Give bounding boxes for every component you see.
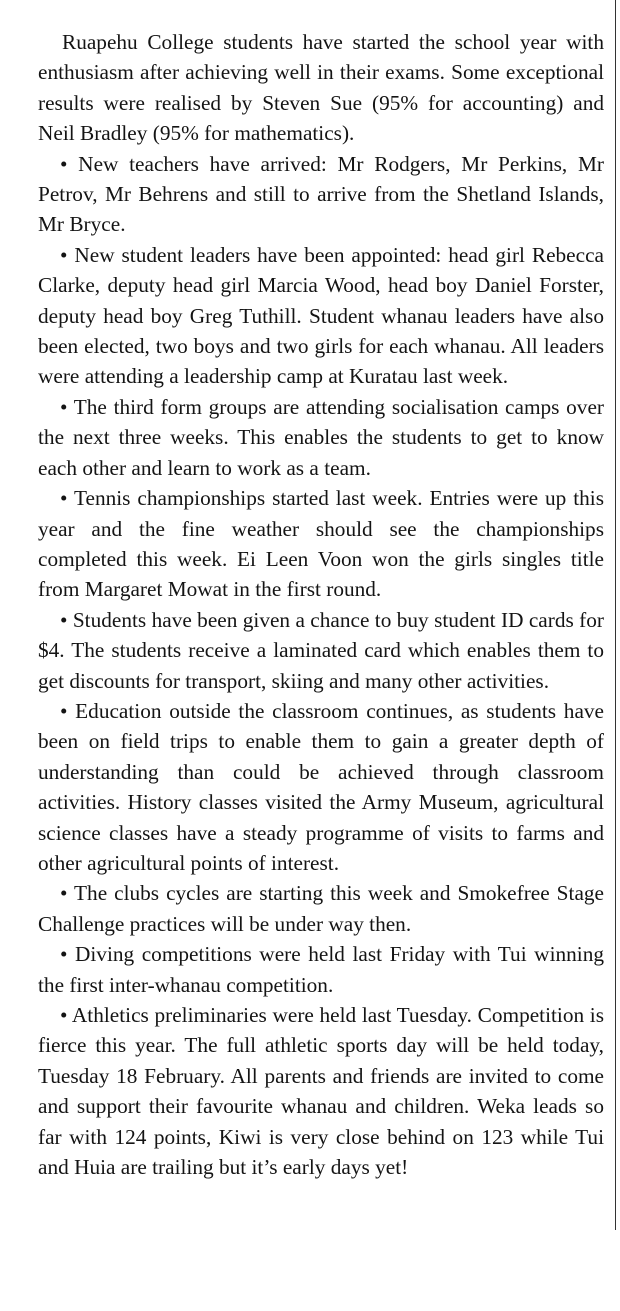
paragraph-student-id: • Students have been given a chance to buy student ID cards for $4. The students receive a laminated card which enables them to get discounts for transport, skiing and many other activities. bbox=[38, 607, 604, 693]
paragraph-clubs: • The clubs cycles are starting this week and Smokefree Stage Challenge practices will be under way then. bbox=[38, 881, 604, 936]
news-article bbox=[38, 27, 604, 1182]
column-rule bbox=[615, 0, 616, 1230]
paragraph-tennis: • Tennis championships started last week. Entries were up this year and the fine weather should see the championships completed this week. Ei Leen Voon won the girls singles title from Margaret Mowat in the first round. bbox=[38, 486, 604, 602]
paragraph-eotc: • Education outside the classroom continues, as students have been on field trips to enable them to gain a greater depth of understanding than could be achieved through classroom activities. History classes visited the Army Museum, agricultural science classes have a steady programme of visits to farms and other agricultural points of interest. bbox=[38, 698, 604, 875]
paragraph-intro: Ruapehu College students have started the school year with enthusiasm after achieving well in their exams. Some exceptional results were realised by Steven Sue (95% for accounting) and Neil Bradley (95% for mathematics). bbox=[38, 30, 604, 146]
paragraph-athletics: • Athletics preliminaries were held last Tuesday. Competition is fierce this year. The full athletic sports day will be held today, Tuesday 18 February. All parents and friends are invited to come and support their favourite whanau and children. Weka leads so far with 124 points, Kiwi is very close behind on 123 while Tui and Huia are trailing but it’s early days yet! bbox=[38, 1003, 604, 1180]
paragraph-student-leaders: • New student leaders have been appointed: head girl Rebecca Clarke, deputy head girl Marcia Wood, head boy Daniel Forster, deputy head boy Greg Tuthill. Student whanau leaders have also been elected, two boys and two girls for each whanau. All leaders were attending a leadership camp at Kuratau last week. bbox=[38, 242, 604, 389]
paragraph-third-form-camps: • The third form groups are attending socialisation camps over the next three weeks. This enables the students to get to know each other and learn to work as a team. bbox=[38, 394, 604, 480]
paragraph-diving: • Diving competitions were held last Friday with Tui winning the first inter-whanau competition. bbox=[38, 942, 604, 997]
paragraph-new-teachers: • New teachers have arrived: Mr Rodgers, Mr Perkins, Mr Petrov, Mr Behrens and still to arrive from the Shetland Islands, Mr Bryce. bbox=[38, 151, 604, 237]
